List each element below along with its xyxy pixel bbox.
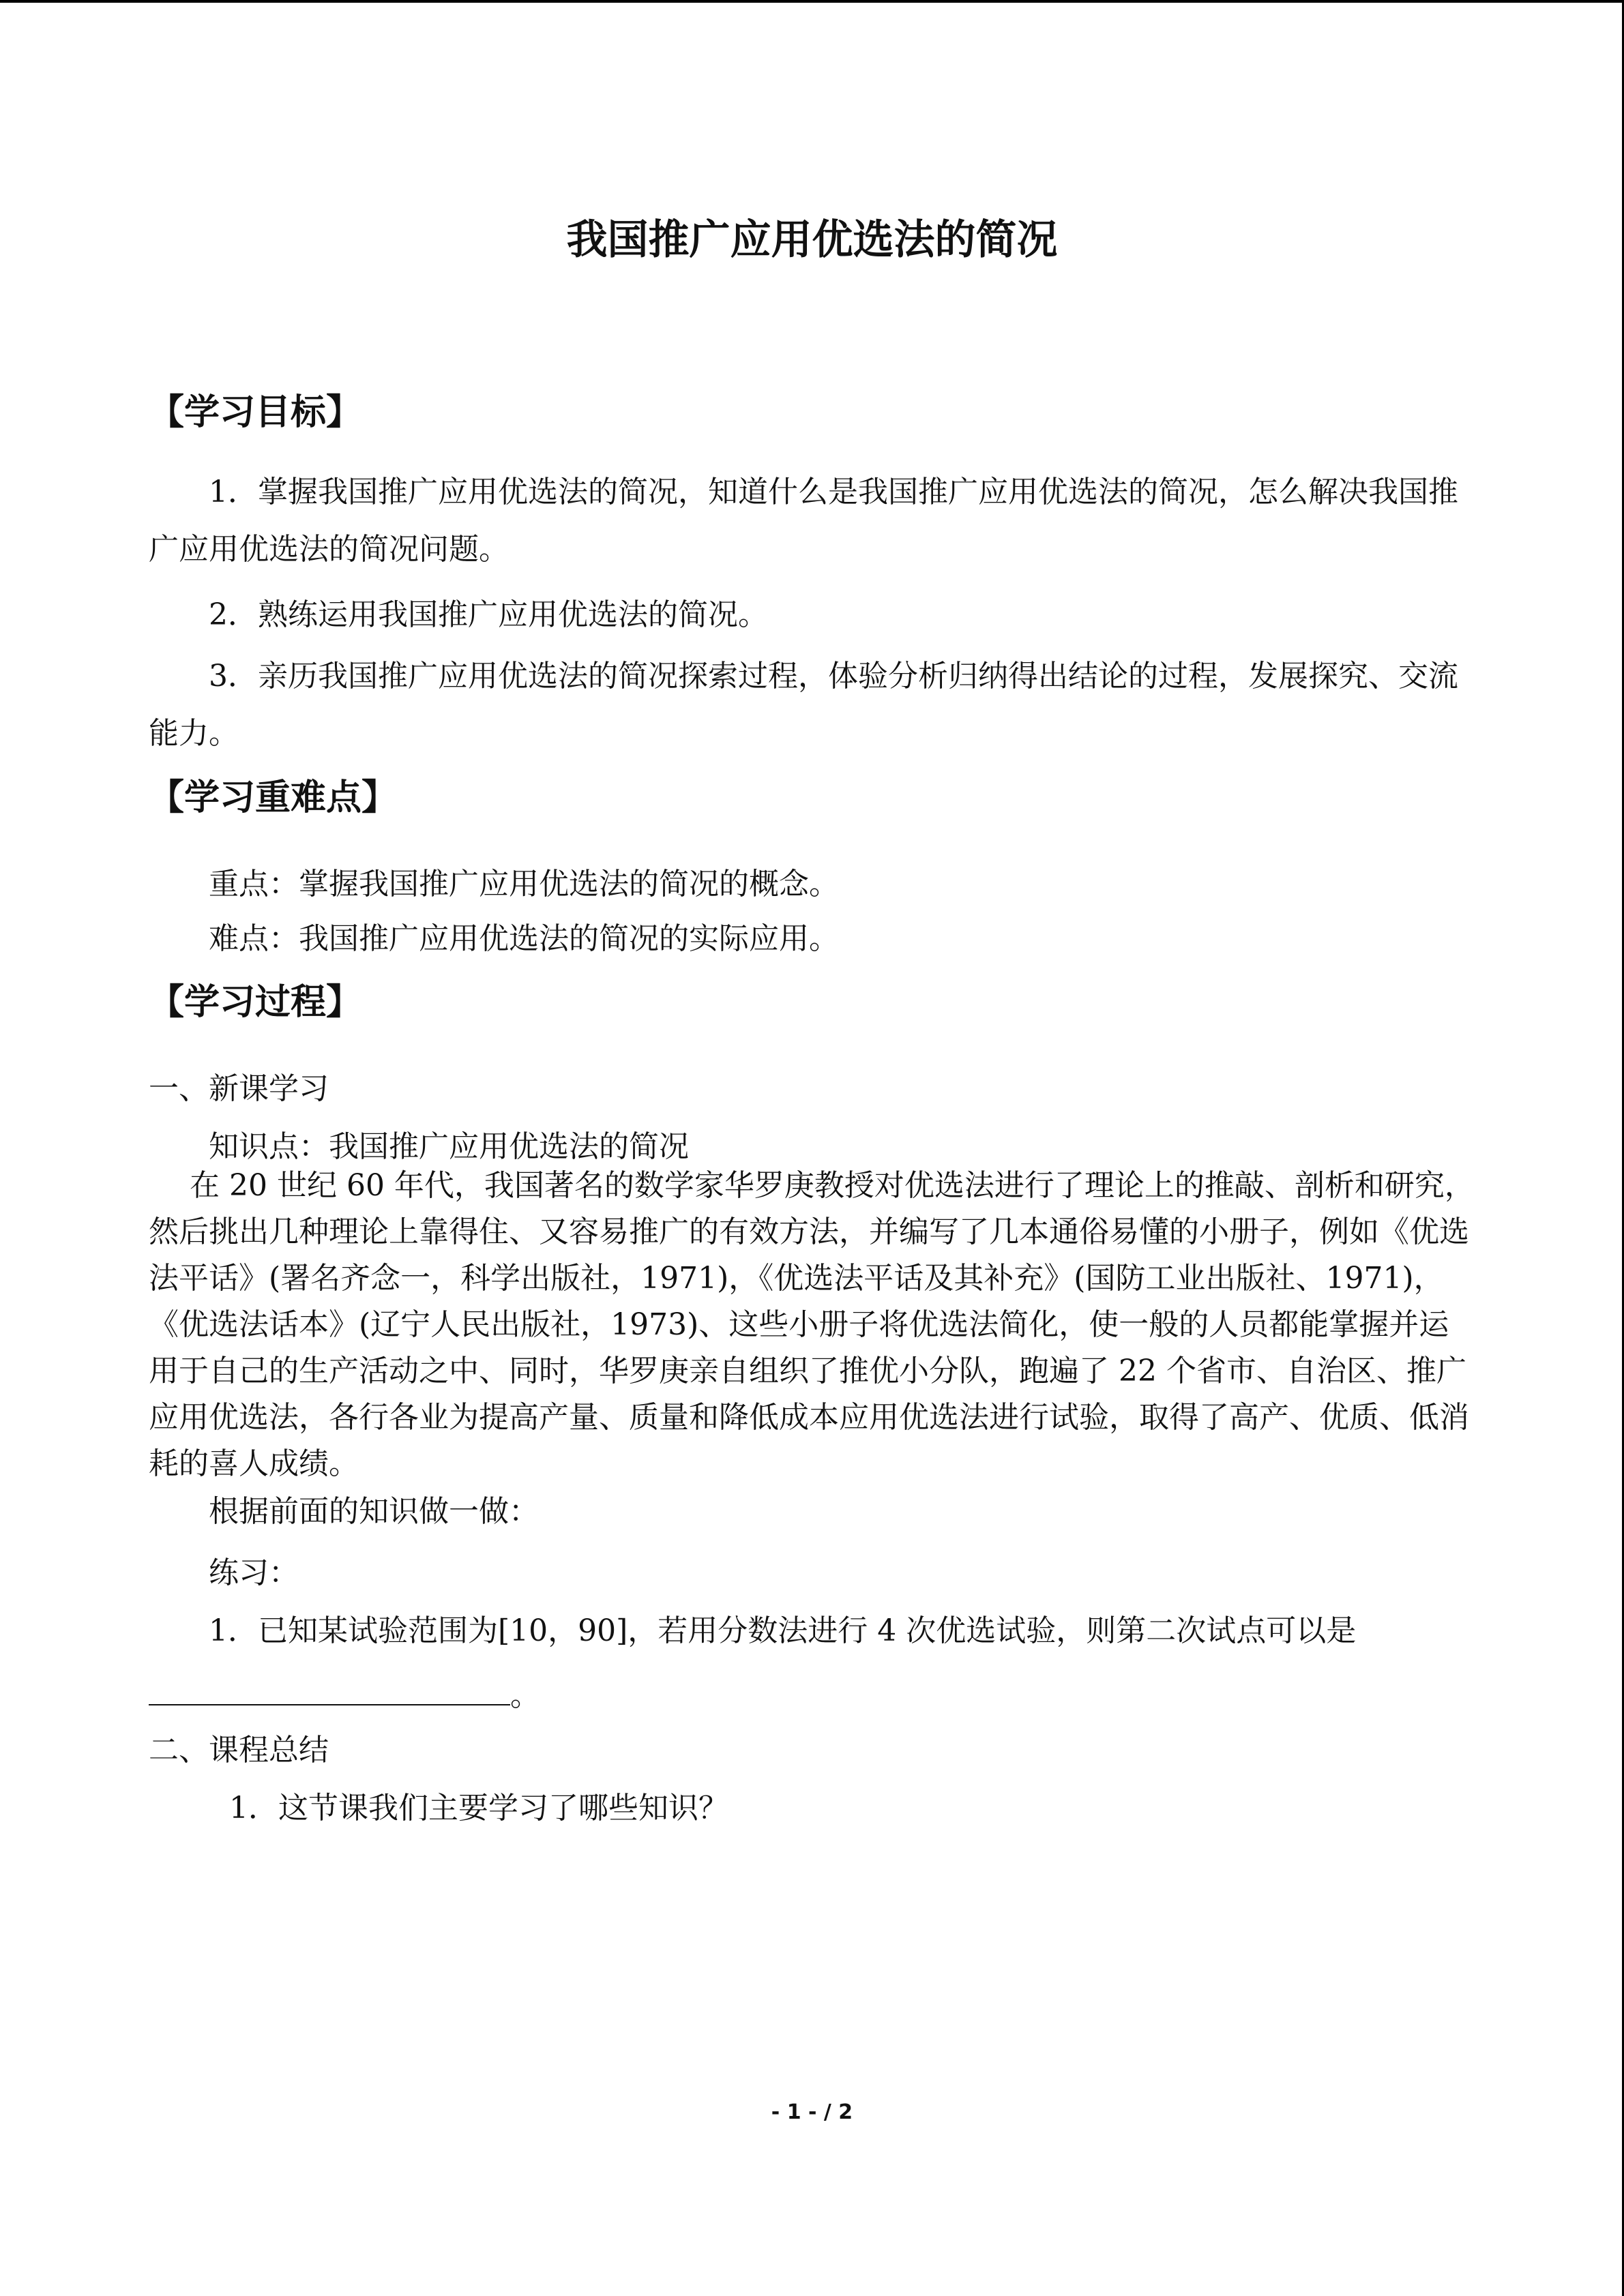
top-border-line: [0, 0, 1624, 3]
goal-item-1: 1．掌握我国推广应用优选法的简况，知道什么是我国推广应用优选法的简况，怎么解决我国推广应用优选法的简况问题。: [149, 475, 1458, 567]
difficult-point: 难点：我国推广应用优选法的简况的实际应用。: [209, 921, 839, 956]
summary-question-1: 1．这节课我们主要学习了哪些知识？: [229, 1791, 728, 1825]
answer-blank[interactable]: [149, 1677, 510, 1705]
part1-title: 一、新课学习: [149, 1071, 329, 1106]
exercise-1-text: 1．已知某试验范围为[10，90]，若用分数法进行 4 次优选试验，则第二次试点可以是: [209, 1613, 1357, 1648]
exercise-1-end-punct: 。: [510, 1678, 540, 1713]
page-title: 我国推广应用优选法的简况: [566, 216, 1058, 264]
key-point: 重点：掌握我国推广应用优选法的简况的概念。: [209, 867, 839, 901]
exercise-1-answer-line: [149, 1667, 1475, 1725]
goal-item-2: 2．熟练运用我国推广应用优选法的简况。: [209, 597, 768, 632]
part2-title: 二、课程总结: [149, 1733, 329, 1768]
heading-learning-goals: 【学习目标】: [149, 392, 362, 433]
heading-key-difficult-points: 【学习重难点】: [149, 777, 398, 818]
knowledge-point-label: 知识点：我国推广应用优选法的简况: [209, 1129, 689, 1164]
practice-label: 练习：: [209, 1555, 299, 1590]
heading-learning-process: 【学习过程】: [149, 982, 362, 1023]
goal-item-3: 3．亲历我国推广应用优选法的简况探索过程，体验分析归纳得出结论的过程，发展探究、交流能力。: [149, 659, 1458, 751]
page-number: - 1 - / 2: [771, 2100, 853, 2124]
do-it-prompt: 根据前面的知识做一做：: [209, 1494, 539, 1529]
knowledge-paragraph: 在 20 世纪 60 年代，我国著名的数学家华罗庚教授对优选法进行了理论上的推敲、剖析和研究，然后挑出几种理论上靠得住、又容易推广的有效方法，并编写了几本通俗易懂的小册子，例如《优选法平话》(署名齐念一，科学出版社，1971)，《优选法平话及其补充》(国防工业出版社、1971)，《优选法话本》(辽宁人民出版社，1973)、这些小册子将优选法简化，使一般的人员都能掌握并运用于自己的生产活动之中、同时，华罗庚亲自组织了推优小分队，跑遍了 22 个省市、自治区、推广应用优选法，各行各业为提高产量、质量和降低成本应用优选法进行试验，取得了高产、优质、低消耗的喜人成绩。: [149, 1168, 1475, 1481]
